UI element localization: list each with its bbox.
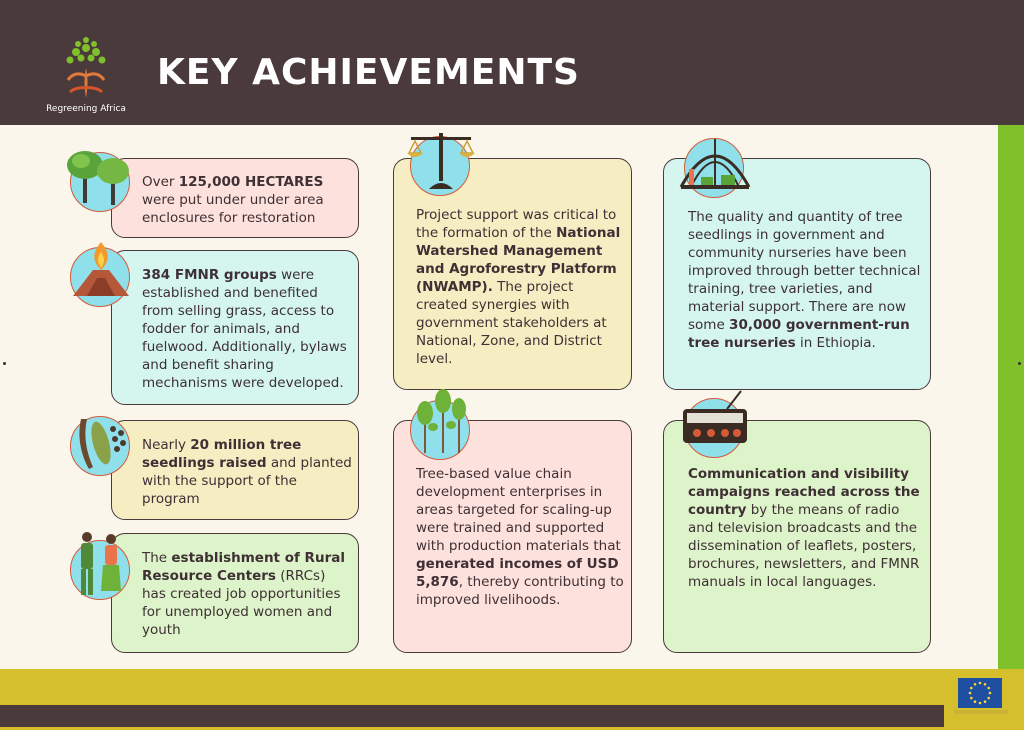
seed-pods-icon [70, 416, 130, 476]
right-accent-bar [998, 125, 1024, 669]
text-post: were established and benefited from selling grass, access to fodder for animals, and fuelwood. Additionally, bylaws and benefit sharing mechanisms were developed. [142, 267, 347, 391]
text-pre: The quality and quantity of tree seedlings in government and community nurseries have been improved through better technical training, tree varieties, and material support. There are now some [688, 209, 921, 333]
card-value-chain-text [416, 465, 626, 609]
regreening-africa-logo [40, 36, 132, 114]
text-pre: The [142, 550, 172, 566]
eu-caption [954, 710, 1008, 714]
fire-mound-icon [70, 247, 130, 307]
text-bold: 125,000 HECTARES [178, 174, 324, 190]
card-fmnr [111, 250, 359, 405]
text-post: were put under under area enclosures for restoration [142, 192, 324, 226]
greenhouse-icon [684, 138, 744, 198]
radio-icon [684, 398, 744, 458]
card-hectares [111, 158, 359, 238]
saplings-icon [410, 400, 470, 460]
card-fmnr-text [142, 266, 352, 392]
text-pre: Over [142, 174, 179, 190]
text-bold: Communication and visibility campaigns reached across the country [688, 466, 920, 518]
footer-dark-strip [0, 705, 944, 727]
card-rrc [111, 533, 359, 653]
text-bold: National Watershed Management and Agroforestry Platform (NWAMP). [416, 225, 621, 295]
margin-dot [1018, 362, 1021, 365]
card-nwamp-text [416, 206, 626, 368]
text-post: by the means of radio and television broadcasts and the dissemination of leaflets, posters, brochures, newsletters, and FMNR manuals in local languages. [688, 502, 920, 590]
card-hectares-text [142, 173, 352, 227]
text-post: and planted with the support of the program [142, 455, 352, 507]
text-bold: generated incomes of USD 5,876 [416, 556, 619, 590]
text-post: (RRCs) has created job opportunities for unemployed women and youth [142, 568, 341, 638]
scales-icon [410, 136, 470, 196]
card-communication-text [688, 465, 926, 591]
text-bold: 30,000 government-run tree nurseries [688, 317, 910, 351]
card-rrc-text [142, 549, 352, 639]
text-bold: 384 FMNR groups [142, 267, 277, 283]
text-post: , thereby contributing to improved livelihoods. [416, 574, 624, 608]
text-bold: 20 million tree seedlings raised [142, 437, 302, 471]
text-post: in Ethiopia. [795, 335, 876, 351]
top-strip [0, 0, 1024, 23]
card-seedlings [111, 420, 359, 520]
eu-flag-icon [958, 678, 1002, 708]
text-pre: Tree-based value chain development enterprises in areas targeted for scaling-up were trained and supported with production materials that [416, 466, 621, 554]
text-pre: Project support was critical to the formation of the [416, 207, 617, 241]
farmers-icon [70, 540, 130, 600]
text-pre: Nearly [142, 437, 191, 453]
text-bold: establishment of Rural Resource Centers [142, 550, 345, 584]
margin-dot [3, 362, 6, 365]
tree-logo-icon [40, 36, 132, 102]
page-title: KEY ACHIEVEMENTS [157, 52, 580, 93]
logo-text: Regreening Africa [46, 104, 126, 114]
card-seedlings-text [142, 436, 352, 508]
card-nurseries-text [688, 208, 926, 352]
text-post: The project created synergies with government stakeholders at National, Zone, and District level. [416, 279, 607, 367]
trees-icon [70, 152, 130, 212]
